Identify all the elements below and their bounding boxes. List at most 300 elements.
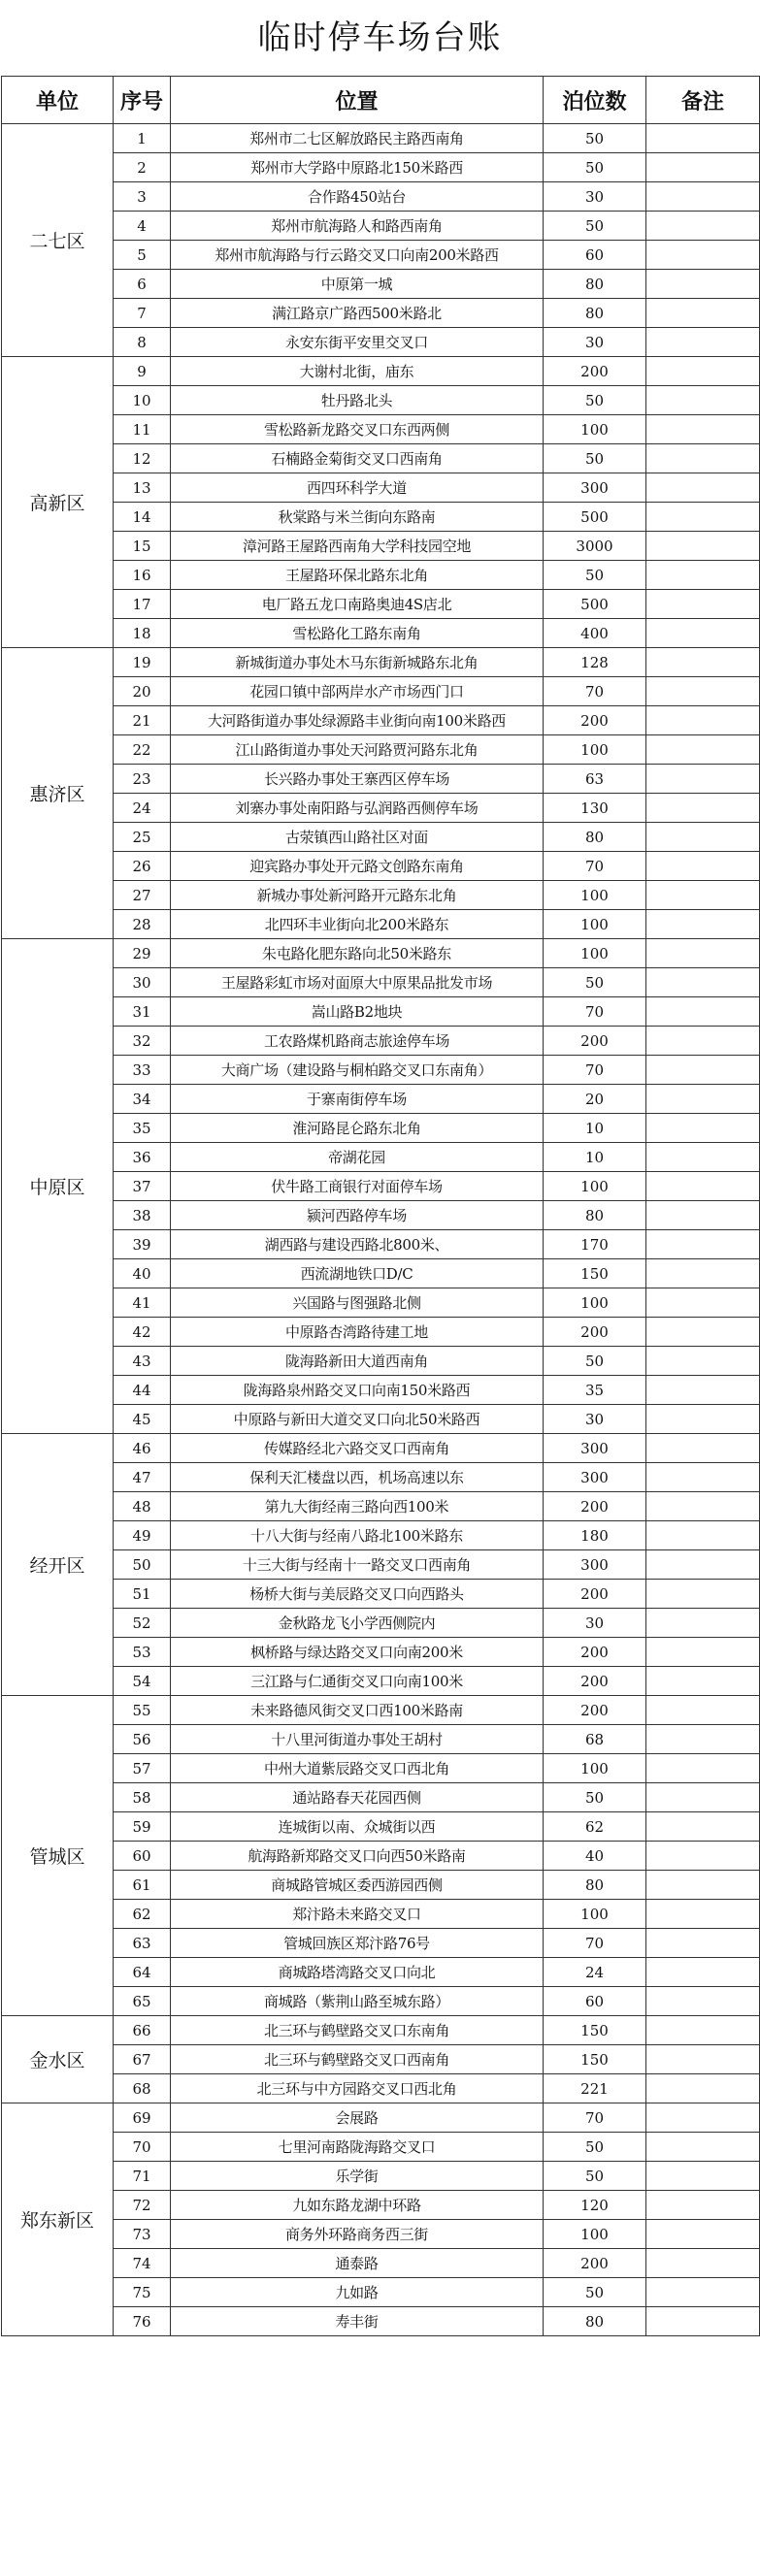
remark-cell: [646, 328, 760, 357]
seq-cell: 43: [114, 1347, 171, 1376]
location-cell: 郑州市航海路与行云路交叉口向南200米路西: [171, 241, 544, 270]
location-cell: 寿丰街: [171, 2307, 544, 2336]
table-row: [2, 532, 760, 561]
seq-cell: 50: [114, 1550, 171, 1580]
remark-cell: [646, 532, 760, 561]
location-cell: 会展路: [171, 2103, 544, 2133]
remark-cell: [646, 968, 760, 997]
seq-cell: 56: [114, 1725, 171, 1754]
seq-cell: 58: [114, 1783, 171, 1812]
table-row: [2, 1347, 760, 1376]
location-cell: 九如路: [171, 2278, 544, 2307]
remark-cell: [646, 1143, 760, 1172]
seq-cell: 73: [114, 2220, 171, 2249]
location-cell: 新城街道办事处木马东街新城路东北角: [171, 648, 544, 677]
seq-cell: 18: [114, 619, 171, 648]
remark-cell: [646, 1230, 760, 1259]
table-row: [2, 444, 760, 473]
spots-cell: 50: [544, 444, 646, 473]
table-row: [2, 939, 760, 968]
spots-cell: 30: [544, 1405, 646, 1434]
seq-cell: 30: [114, 968, 171, 997]
location-cell: 王屋路彩虹市场对面原大中原果品批发市场: [171, 968, 544, 997]
seq-cell: 60: [114, 1842, 171, 1871]
remark-cell: [646, 2045, 760, 2074]
table-row: [2, 910, 760, 939]
remark-cell: [646, 2016, 760, 2045]
location-cell: 西流湖地铁口D/C: [171, 1259, 544, 1288]
remark-cell: [646, 241, 760, 270]
location-cell: 九如东路龙湖中环路: [171, 2191, 544, 2220]
spots-cell: 100: [544, 1754, 646, 1783]
spots-cell: 20: [544, 1085, 646, 1114]
table-row: [2, 1929, 760, 1958]
location-cell: 七里河南路陇海路交叉口: [171, 2133, 544, 2162]
table-row: [2, 2133, 760, 2162]
table-row: [2, 1900, 760, 1929]
table-row: [2, 1842, 760, 1871]
seq-cell: 75: [114, 2278, 171, 2307]
page-title: 临时停车场台账: [257, 18, 503, 57]
location-cell: 古荥镇西山路社区对面: [171, 823, 544, 852]
location-cell: 伏牛路工商银行对面停车场: [171, 1172, 544, 1201]
table-row: [2, 1143, 760, 1172]
location-cell: 杨桥大街与美辰路交叉口向西路头: [171, 1580, 544, 1609]
table-row: [2, 328, 760, 357]
spots-cell: 100: [544, 1172, 646, 1201]
table-row: [2, 1201, 760, 1230]
location-cell: 保利天汇楼盘以西，机场高速以东: [171, 1463, 544, 1492]
location-cell: 雪松路新龙路交叉口东西两侧: [171, 415, 544, 444]
table-row: [2, 1114, 760, 1143]
spots-cell: 200: [544, 706, 646, 735]
seq-cell: 21: [114, 706, 171, 735]
remark-cell: [646, 997, 760, 1027]
remark-cell: [646, 2074, 760, 2103]
remark-cell: [646, 1434, 760, 1463]
location-cell: 江山路街道办事处天河路贾河路东北角: [171, 735, 544, 765]
spots-cell: 200: [544, 1318, 646, 1347]
table-row: [2, 212, 760, 241]
table-row: [2, 1958, 760, 1987]
remark-cell: [646, 823, 760, 852]
seq-cell: 13: [114, 473, 171, 503]
remark-cell: [646, 1958, 760, 1987]
remark-cell: [646, 1812, 760, 1842]
remark-cell: [646, 1056, 760, 1085]
seq-cell: 55: [114, 1696, 171, 1725]
spots-cell: 100: [544, 910, 646, 939]
seq-cell: 49: [114, 1521, 171, 1550]
remark-cell: [646, 2133, 760, 2162]
table-row: [2, 1492, 760, 1521]
spots-cell: 60: [544, 1987, 646, 2016]
remark-cell: [646, 1318, 760, 1347]
table-row: [2, 1667, 760, 1696]
remark-cell: [646, 2220, 760, 2249]
remark-cell: [646, 1492, 760, 1521]
location-cell: 十八里河街道办事处王胡村: [171, 1725, 544, 1754]
remark-cell: [646, 1725, 760, 1754]
location-cell: 永安东街平安里交叉口: [171, 328, 544, 357]
spots-cell: 70: [544, 1929, 646, 1958]
location-cell: 大谢村北街，庙东: [171, 357, 544, 386]
table-row: [2, 1434, 760, 1463]
remark-cell: [646, 124, 760, 153]
spots-cell: 80: [544, 1871, 646, 1900]
location-cell: 于寨南街停车场: [171, 1085, 544, 1114]
spots-cell: 50: [544, 124, 646, 153]
table-row: [2, 1521, 760, 1550]
table-row: [2, 2016, 760, 2045]
location-cell: 郑州市大学路中原路北150米路西: [171, 153, 544, 182]
remark-cell: [646, 1201, 760, 1230]
table-row: [2, 1812, 760, 1842]
location-cell: 管城回族区郑汴路76号: [171, 1929, 544, 1958]
location-cell: 电厂路五龙口南路奥迪4S店北: [171, 590, 544, 619]
seq-cell: 61: [114, 1871, 171, 1900]
location-cell: 花园口镇中部两岸水产市场西门口: [171, 677, 544, 706]
table-row: [2, 299, 760, 328]
remark-cell: [646, 1347, 760, 1376]
location-cell: 连城街以南、众城街以西: [171, 1812, 544, 1842]
spots-cell: 24: [544, 1958, 646, 1987]
seq-cell: 32: [114, 1027, 171, 1056]
remark-cell: [646, 590, 760, 619]
remark-cell: [646, 1521, 760, 1550]
header-seq: 序号: [114, 77, 171, 124]
spots-cell: 100: [544, 1900, 646, 1929]
table-row: [2, 677, 760, 706]
location-cell: 陇海路新田大道西南角: [171, 1347, 544, 1376]
table-row: [2, 1318, 760, 1347]
location-cell: 兴国路与图强路北侧: [171, 1288, 544, 1318]
remark-cell: [646, 1259, 760, 1288]
seq-cell: 64: [114, 1958, 171, 1987]
location-cell: 乐学街: [171, 2162, 544, 2191]
spots-cell: 200: [544, 1696, 646, 1725]
spots-cell: 300: [544, 1550, 646, 1580]
spots-cell: 50: [544, 2278, 646, 2307]
location-cell: 北三环与鹤壁路交叉口西南角: [171, 2045, 544, 2074]
spots-cell: 300: [544, 1434, 646, 1463]
seq-cell: 26: [114, 852, 171, 881]
location-cell: 陇海路泉州路交叉口向南150米路西: [171, 1376, 544, 1405]
spots-cell: 150: [544, 1259, 646, 1288]
seq-cell: 57: [114, 1754, 171, 1783]
remark-cell: [646, 677, 760, 706]
remark-cell: [646, 2162, 760, 2191]
seq-cell: 4: [114, 212, 171, 241]
seq-cell: 27: [114, 881, 171, 910]
district-cell: 郑东新区: [2, 2103, 114, 2336]
spots-cell: 70: [544, 677, 646, 706]
remark-cell: [646, 1288, 760, 1318]
remark-cell: [646, 1405, 760, 1434]
remark-cell: [646, 881, 760, 910]
spots-cell: 500: [544, 503, 646, 532]
seq-cell: 29: [114, 939, 171, 968]
table-row: [2, 1056, 760, 1085]
spots-cell: 200: [544, 1027, 646, 1056]
table-row: [2, 153, 760, 182]
location-cell: 北三环与中方园路交叉口西北角: [171, 2074, 544, 2103]
remark-cell: [646, 473, 760, 503]
seq-cell: 48: [114, 1492, 171, 1521]
spots-cell: 70: [544, 997, 646, 1027]
table-row: [2, 241, 760, 270]
remark-cell: [646, 2278, 760, 2307]
remark-cell: [646, 182, 760, 212]
location-cell: 牡丹路北头: [171, 386, 544, 415]
location-cell: 十八大街与经南八路北100米路东: [171, 1521, 544, 1550]
seq-cell: 37: [114, 1172, 171, 1201]
header-location: 位置: [171, 77, 544, 124]
spots-cell: 130: [544, 794, 646, 823]
remark-cell: [646, 2103, 760, 2133]
seq-cell: 8: [114, 328, 171, 357]
seq-cell: 7: [114, 299, 171, 328]
spots-cell: 100: [544, 881, 646, 910]
seq-cell: 19: [114, 648, 171, 677]
table-row: [2, 2162, 760, 2191]
parking-ledger-table: [1, 76, 760, 2336]
spots-cell: 30: [544, 182, 646, 212]
table-row: [2, 473, 760, 503]
spots-cell: 200: [544, 1667, 646, 1696]
seq-cell: 9: [114, 357, 171, 386]
table-row: [2, 386, 760, 415]
spots-cell: 400: [544, 619, 646, 648]
header-spots: 泊位数: [544, 77, 646, 124]
spots-cell: 120: [544, 2191, 646, 2220]
seq-cell: 54: [114, 1667, 171, 1696]
remark-cell: [646, 765, 760, 794]
table-row: [2, 997, 760, 1027]
spots-cell: 100: [544, 939, 646, 968]
location-cell: 雪松路化工路东南角: [171, 619, 544, 648]
spots-cell: 50: [544, 1347, 646, 1376]
location-cell: 西四环科学大道: [171, 473, 544, 503]
remark-cell: [646, 1172, 760, 1201]
remark-cell: [646, 357, 760, 386]
location-cell: 王屋路环保北路东北角: [171, 561, 544, 590]
table-row: [2, 1288, 760, 1318]
seq-cell: 53: [114, 1638, 171, 1667]
location-cell: 漳河路王屋路西南角大学科技园空地: [171, 532, 544, 561]
table-row: [2, 765, 760, 794]
spots-cell: 50: [544, 2162, 646, 2191]
spots-cell: 80: [544, 270, 646, 299]
table-row: [2, 1754, 760, 1783]
table-row: [2, 2278, 760, 2307]
district-cell: 经开区: [2, 1434, 114, 1696]
location-cell: 中原路杏湾路待建工地: [171, 1318, 544, 1347]
spots-cell: 100: [544, 415, 646, 444]
seq-cell: 42: [114, 1318, 171, 1347]
remark-cell: [646, 939, 760, 968]
seq-cell: 44: [114, 1376, 171, 1405]
seq-cell: 14: [114, 503, 171, 532]
seq-cell: 24: [114, 794, 171, 823]
remark-cell: [646, 648, 760, 677]
remark-cell: [646, 1638, 760, 1667]
table-row: [2, 968, 760, 997]
table-row: [2, 619, 760, 648]
table-row: [2, 182, 760, 212]
seq-cell: 17: [114, 590, 171, 619]
location-cell: 航海路新郑路交叉口向西50米路南: [171, 1842, 544, 1871]
table-row: [2, 2191, 760, 2220]
location-cell: 商城路塔湾路交叉口向北: [171, 1958, 544, 1987]
location-cell: 合作路450站台: [171, 182, 544, 212]
seq-cell: 20: [114, 677, 171, 706]
location-cell: 帝湖花园: [171, 1143, 544, 1172]
spots-cell: 170: [544, 1230, 646, 1259]
remark-cell: [646, 1609, 760, 1638]
seq-cell: 34: [114, 1085, 171, 1114]
location-cell: 中原路与新田大道交叉口向北50米路西: [171, 1405, 544, 1434]
table-row: [2, 1172, 760, 1201]
table-row: [2, 2045, 760, 2074]
spots-cell: 150: [544, 2045, 646, 2074]
remark-cell: [646, 794, 760, 823]
spots-cell: 50: [544, 386, 646, 415]
seq-cell: 70: [114, 2133, 171, 2162]
table-row: [2, 735, 760, 765]
table-row: [2, 124, 760, 153]
spots-cell: 300: [544, 1463, 646, 1492]
seq-cell: 3: [114, 182, 171, 212]
table-row: [2, 1027, 760, 1056]
location-cell: 石楠路金菊街交叉口西南角: [171, 444, 544, 473]
remark-cell: [646, 1580, 760, 1609]
location-cell: 嵩山路B2地块: [171, 997, 544, 1027]
seq-cell: 67: [114, 2045, 171, 2074]
location-cell: 新城办事处新河路开元路东北角: [171, 881, 544, 910]
spots-cell: 68: [544, 1725, 646, 1754]
location-cell: 通泰路: [171, 2249, 544, 2278]
table-row: [2, 415, 760, 444]
location-cell: 北四环丰业街向北200米路东: [171, 910, 544, 939]
location-cell: 满江路京广路西500米路北: [171, 299, 544, 328]
spots-cell: 70: [544, 852, 646, 881]
spots-cell: 300: [544, 473, 646, 503]
spots-cell: 200: [544, 357, 646, 386]
spots-cell: 50: [544, 153, 646, 182]
spots-cell: 50: [544, 212, 646, 241]
seq-cell: 72: [114, 2191, 171, 2220]
district-cell: 惠济区: [2, 648, 114, 939]
spots-cell: 63: [544, 765, 646, 794]
remark-cell: [646, 1550, 760, 1580]
table-row: [2, 503, 760, 532]
header-remark: 备注: [646, 77, 760, 124]
location-cell: 工农路煤机路商志旅途停车场: [171, 1027, 544, 1056]
table-row: [2, 1783, 760, 1812]
ledger-body: [2, 124, 760, 2336]
remark-cell: [646, 1754, 760, 1783]
table-row: [2, 1871, 760, 1900]
location-cell: 大河路街道办事处绿源路丰业街向南100米路西: [171, 706, 544, 735]
table-row: [2, 1638, 760, 1667]
seq-cell: 62: [114, 1900, 171, 1929]
remark-cell: [646, 1696, 760, 1725]
seq-cell: 65: [114, 1987, 171, 2016]
spots-cell: 100: [544, 2220, 646, 2249]
seq-cell: 31: [114, 997, 171, 1027]
remark-cell: [646, 1929, 760, 1958]
seq-cell: 22: [114, 735, 171, 765]
location-cell: 湖西路与建设西路北800米、: [171, 1230, 544, 1259]
location-cell: 商城路（紫荆山路至城东路）: [171, 1987, 544, 2016]
spots-cell: 3000: [544, 532, 646, 561]
seq-cell: 23: [114, 765, 171, 794]
spots-cell: 100: [544, 1288, 646, 1318]
table-row: [2, 852, 760, 881]
spots-cell: 500: [544, 590, 646, 619]
table-row: [2, 881, 760, 910]
table-row: [2, 270, 760, 299]
seq-cell: 47: [114, 1463, 171, 1492]
remark-cell: [646, 270, 760, 299]
location-cell: 十三大街与经南十一路交叉口西南角: [171, 1550, 544, 1580]
remark-cell: [646, 1900, 760, 1929]
spots-cell: 30: [544, 1609, 646, 1638]
district-cell: 管城区: [2, 1696, 114, 2016]
seq-cell: 38: [114, 1201, 171, 1230]
location-cell: 三江路与仁通街交叉口向南100米: [171, 1667, 544, 1696]
table-row: [2, 1609, 760, 1638]
seq-cell: 10: [114, 386, 171, 415]
seq-cell: 68: [114, 2074, 171, 2103]
remark-cell: [646, 503, 760, 532]
spots-cell: 80: [544, 823, 646, 852]
spots-cell: 200: [544, 1492, 646, 1521]
location-cell: 枫桥路与绿达路交叉口向南200米: [171, 1638, 544, 1667]
table-row: [2, 648, 760, 677]
remark-cell: [646, 2191, 760, 2220]
spots-cell: 100: [544, 735, 646, 765]
remark-cell: [646, 706, 760, 735]
seq-cell: 33: [114, 1056, 171, 1085]
table-row: [2, 590, 760, 619]
seq-cell: 1: [114, 124, 171, 153]
spots-cell: 200: [544, 1638, 646, 1667]
seq-cell: 63: [114, 1929, 171, 1958]
spots-cell: 80: [544, 2307, 646, 2336]
table-row: [2, 1696, 760, 1725]
spots-cell: 60: [544, 241, 646, 270]
table-row: [2, 1550, 760, 1580]
location-cell: 刘寨办事处南阳路与弘润路西侧停车场: [171, 794, 544, 823]
table-row: [2, 2103, 760, 2133]
seq-cell: 2: [114, 153, 171, 182]
remark-cell: [646, 153, 760, 182]
table-row: [2, 823, 760, 852]
location-cell: 郑州市二七区解放路民主路西南角: [171, 124, 544, 153]
remark-cell: [646, 735, 760, 765]
seq-cell: 16: [114, 561, 171, 590]
location-cell: 大商广场（建设路与桐柏路交叉口东南角）: [171, 1056, 544, 1085]
table-row: [2, 1259, 760, 1288]
remark-cell: [646, 1987, 760, 2016]
table-row: [2, 1405, 760, 1434]
spots-cell: 200: [544, 1580, 646, 1609]
seq-cell: 51: [114, 1580, 171, 1609]
location-cell: 郑汴路未来路交叉口: [171, 1900, 544, 1929]
spots-cell: 50: [544, 1783, 646, 1812]
